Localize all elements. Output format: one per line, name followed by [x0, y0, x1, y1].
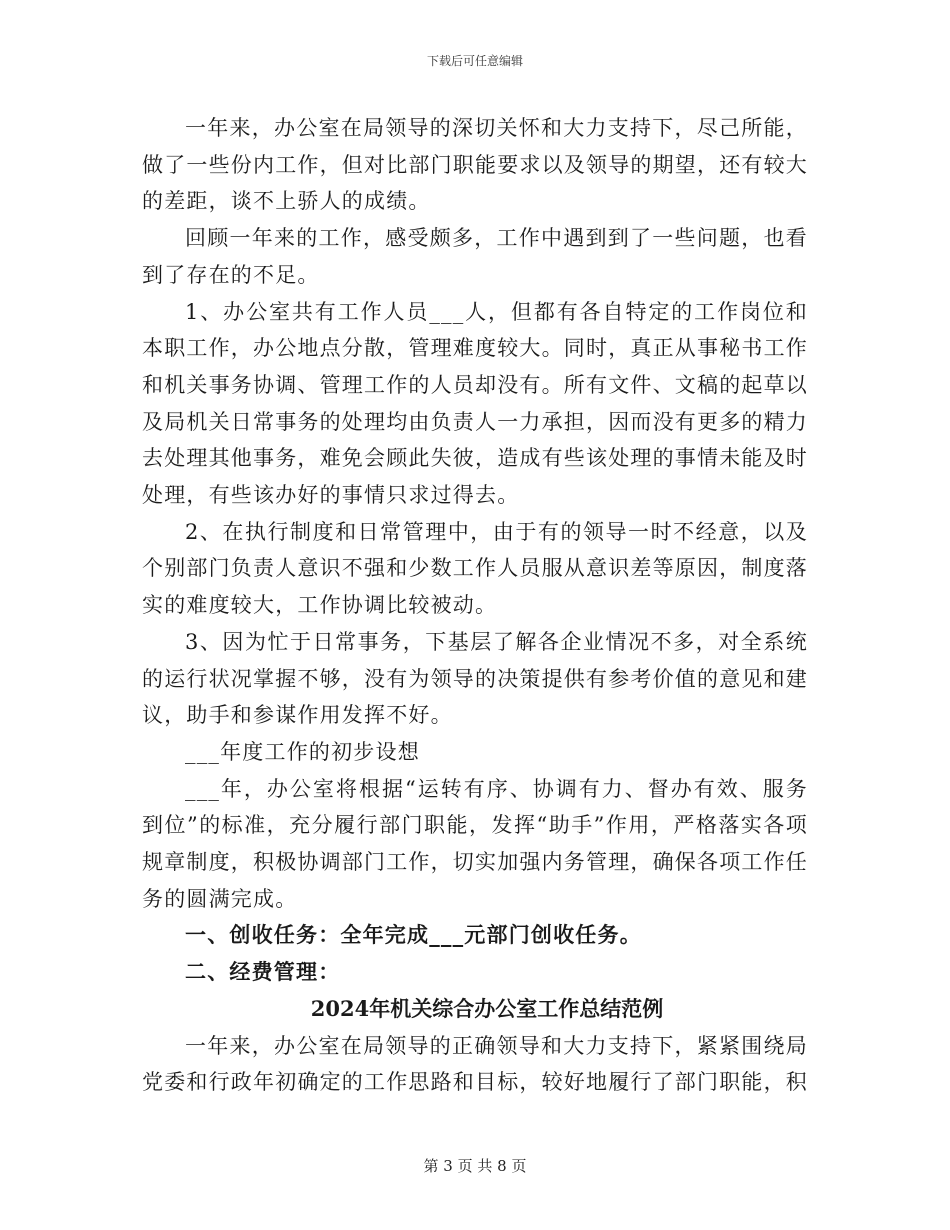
page-header: 下载后可任意编辑 [426, 54, 523, 68]
paragraph-issue-1: 1、办公室共有工作人员___人，但都有各自特定的工作岗位和本职工作，办公地点分散，管理难度较大。同时，真正从事秘书工作和机关事务协调、管理工作的人员却没有。所有文件、文稿的起草以及局机关日常事务的处理均由负责人一力承担，因而没有更多的精力去处理其他事务，难免会顾此失彼，造成有些该处理的事情未能及时处理，有些该办好的事情只求过得去。 [142, 299, 808, 508]
paragraph-review: 回顾一年来的工作，感受颇多，工作中遇到到了一些问题，也看到了存在的不足。 [142, 226, 808, 287]
paragraph-issue-3: 3、因为忙于日常事务，下基层了解各企业情况不多，对全系统的运行状况掌握不够，没有为领导的决策提供有参考价值的意见和建议，助手和参谋作用发挥不好。 [142, 629, 808, 728]
paragraph-plan-heading: ___年度工作的初步设想 [185, 739, 420, 764]
paragraph-intro: 一年来，办公室在局领导的深切关怀和大力支持下，尽己所能，做了一些份内工作，但对比部门职能要求以及领导的期望，还有较大的差距，谈不上骄人的成绩。 [142, 116, 808, 214]
paragraph-issue-2: 2、在执行制度和日常管理中，由于有的领导一时不经意，以及个别部门负责人意识不强和少数工作人员服从意识差等原因，制度落实的难度较大，工作协调比较被动。 [142, 519, 808, 618]
section-heading-funds: 二、经费管理： [185, 959, 341, 985]
document-body [142, 110, 808, 1101]
document-title: 2024年机关综合办公室工作总结范例 [310, 995, 664, 1021]
paragraph-plan: ___年，办公室将根据“运转有序、协调有力、督办有效、服务到位”的标准，充分履行部门职能，发挥“助手”作用，严格落实各项规章制度，积极协调部门工作，切实加强内务管理，确保各项工作任务的圆满完成。 [142, 776, 808, 911]
page-footer: 第 3 页 共 8 页 [423, 1157, 527, 1175]
paragraph-second-intro: 一年来，办公室在局领导的正确领导和大力支持下，紧紧围绕局党委和行政年初确定的工作思路和目标，较好地履行了部门职能，积 [142, 1033, 808, 1095]
section-heading-revenue: 一、创收任务：全年完成___元部门创收任务。 [185, 922, 642, 948]
